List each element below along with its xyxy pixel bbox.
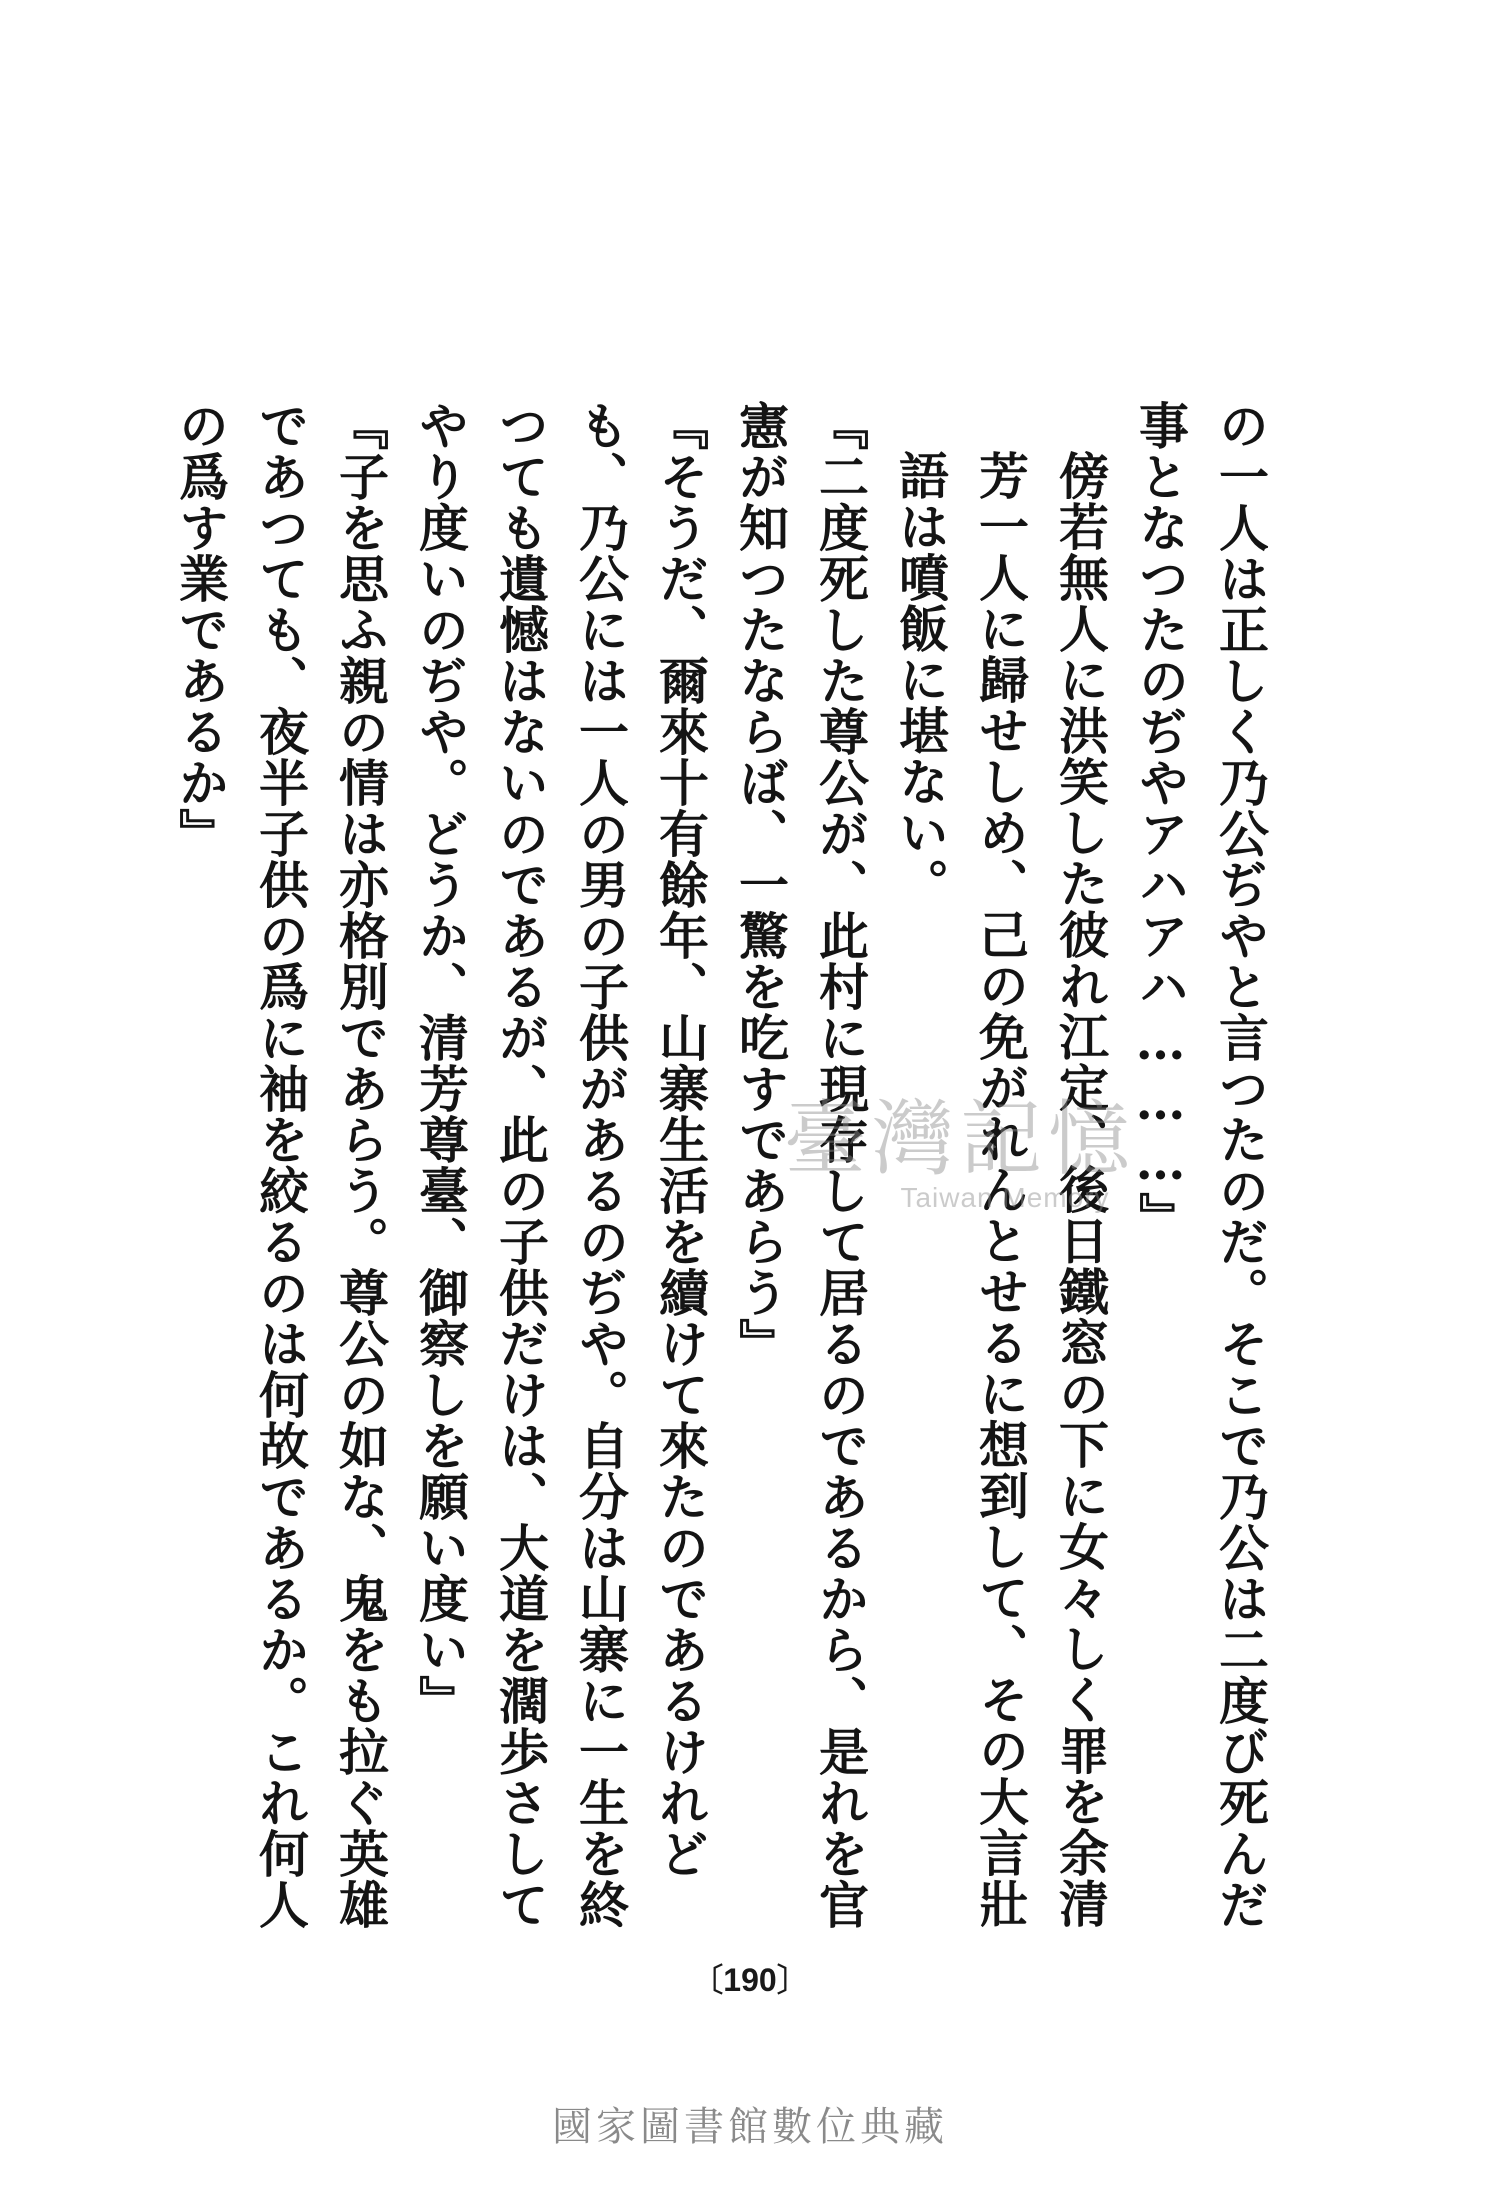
paragraph-4: 『そうだ、爾來十有餘年、山寨生活を續けて來たのであるけれども、乃公には一人の男の子供があるのぢや。自分は山寨に一生を終つても遺憾はないのであるが、此の子供だけは、大道を濶歩さしてやり度いのぢや。どうか、清芳尊臺、御察しを願い度い』 — [411, 400, 710, 1930]
paragraph-2: 傍若無人に洪笑した彼れ江定、後日鐵窓の下に女々しく罪を余清芳一人に歸せしめ、己の免がれんとせるに想到して、その大言壯語は噴飯に堪ない。 — [891, 450, 1110, 1929]
paragraph-5: 『子を思ふ親の情は亦格別であらう。尊公の如な、鬼をも拉ぐ英雄であつても、夜半子供の爲に袖を絞るのは何故であるか。これ何人の爲す業であるか』 — [171, 400, 390, 1930]
vertical-text-body — [171, 400, 1280, 1940]
library-footer: 國家圖書館數位典藏 — [552, 2104, 948, 2150]
paragraph-1: の一人は正しく乃公ぢやと言つたのだ。そこで乃公は二度び死んだ事となつたのぢやアハアハ………』 — [1131, 400, 1270, 1930]
page-number: 〔190〕 — [691, 1962, 809, 1998]
watermark-subtitle: Taiwan Memory — [900, 1182, 1110, 1213]
watermark-title: 臺灣記憶 — [783, 1092, 1136, 1187]
paragraph-3: 『二度死した尊公が、此村に現存して居るのであるから、是れを官憲が知つたならば、一驚を吃すであらう』 — [731, 400, 870, 1930]
